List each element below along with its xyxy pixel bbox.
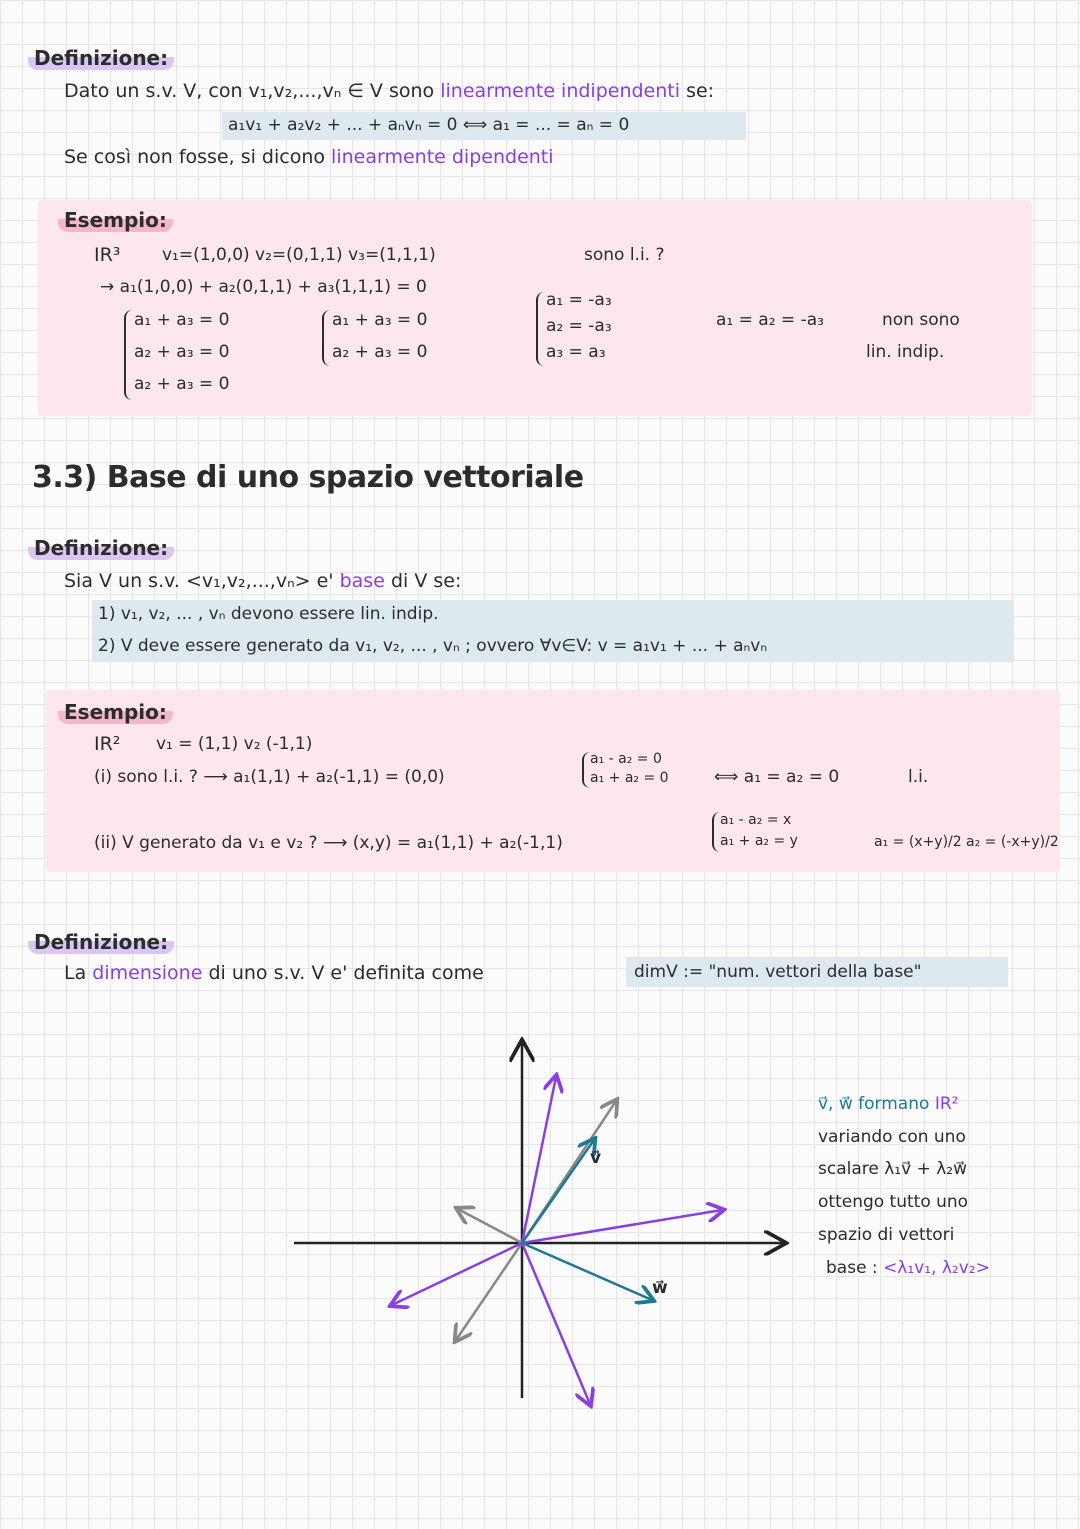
system-ii-row: a₁ - a₂ = x [720,812,792,828]
example-1-space: IR³ [94,244,121,266]
system-2-row: a₁ + a₃ = 0 [332,310,428,330]
example-1-question: sono l.i. ? [584,245,665,265]
note-line: variando con uno [818,1127,966,1147]
example-2-space: IR² [94,733,121,755]
vector-v-label: v⃗ [590,1148,602,1168]
example-2-question-ii: (ii) V generato da v₁ e v₂ ? ⟶ (x,y) = a₁(1,1) + a₂(-1,1) [94,833,563,853]
example-2-vectors: v₁ = (1,1) v₂ (-1,1) [156,734,313,754]
system-1-row: a₂ + a₃ = 0 [134,342,230,362]
section-title: 3.3) Base di uno spazio vettoriale [32,460,584,495]
example-2-a2-solution: a₂ = (-x+y)/2 [966,834,1059,850]
system-3-row: a₂ = -a₃ [546,316,612,336]
gray-vector [458,1209,522,1243]
definition-1-formula: a₁v₁ + a₂v₂ + ... + aₙvₙ = 0 ⟺ a₁ = ... = aₙ = 0 [228,115,630,135]
definition-2-condition: 1) v₁, v₂, ... , vₙ devono essere lin. indip. [98,604,439,624]
note-line: scalare λ₁v⃗ + λ₂w⃗ [818,1159,968,1179]
definition-2-condition: 2) V deve essere generato da v₁, v₂, ... , vₙ ; ovvero ∀v∈V: v = a₁v₁ + ... + aₙvₙ [98,636,768,656]
definition-3-heading: Definizione: [28,930,174,954]
system-i-row: a₁ + a₂ = 0 [590,770,669,786]
note-line: base : <λ₁v₁, λ₂v₂> [826,1258,990,1278]
definition-1-line: Dato un s.v. V, con v₁,v₂,...,vₙ ∈ V sono linearmente indipendenti se: [64,80,715,102]
purple-vector [392,1243,522,1305]
system-3-row: a₃ = a₃ [546,342,606,362]
example-2-question-i: (i) sono l.i. ? ⟶ a₁(1,1) + a₂(-1,1) = (0,0) [94,767,445,787]
example-2-a1-solution: a₁ = (x+y)/2 [874,834,962,850]
system-1-row: a₁ + a₃ = 0 [134,310,230,330]
note-line: ottengo tutto uno [818,1192,969,1212]
definition-3-formula: dimV := "num. vettori della base" [634,962,922,982]
purple-vector [522,1210,722,1243]
example-1-result: a₁ = a₂ = -a₃ [716,310,824,330]
example-2-heading: Esempio: [58,700,173,724]
system-1-row: a₂ + a₃ = 0 [134,374,230,394]
example-1-conclusion: lin. indip. [866,342,945,362]
vector-w-label: w⃗ [652,1278,668,1298]
note-line: v⃗, w⃗ formano IR² [818,1094,959,1114]
example-2-result-i: ⟺ a₁ = a₂ = 0 [714,767,840,787]
example-2-conclusion-i: l.i. [908,767,929,787]
definition-1-heading: Definizione: [28,46,174,70]
definition-2-line: Sia V un s.v. <v₁,v₂,...,vₙ> e' base di V se: [64,570,462,592]
example-1-conclusion: non sono [882,310,960,330]
example-1-combination: → a₁(1,0,0) + a₂(0,1,1) + a₃(1,1,1) = 0 [100,277,427,297]
definition-3-line: La dimensione di uno s.v. V e' definita come [64,962,484,984]
note-line: spazio di vettori [818,1225,955,1245]
definition-1-dependent-line: Se così non fosse, si dicono linearmente dipendenti [64,146,554,168]
system-2-row: a₂ + a₃ = 0 [332,342,428,362]
system-ii-row: a₁ + a₂ = y [720,833,798,849]
system-3-row: a₁ = -a₃ [546,290,612,310]
example-1-vectors: v₁=(1,0,0) v₂=(0,1,1) v₃=(1,1,1) [162,245,436,265]
system-i-row: a₁ - a₂ = 0 [590,751,662,767]
example-1-heading: Esempio: [58,208,173,232]
definition-2-heading: Definizione: [28,536,174,560]
